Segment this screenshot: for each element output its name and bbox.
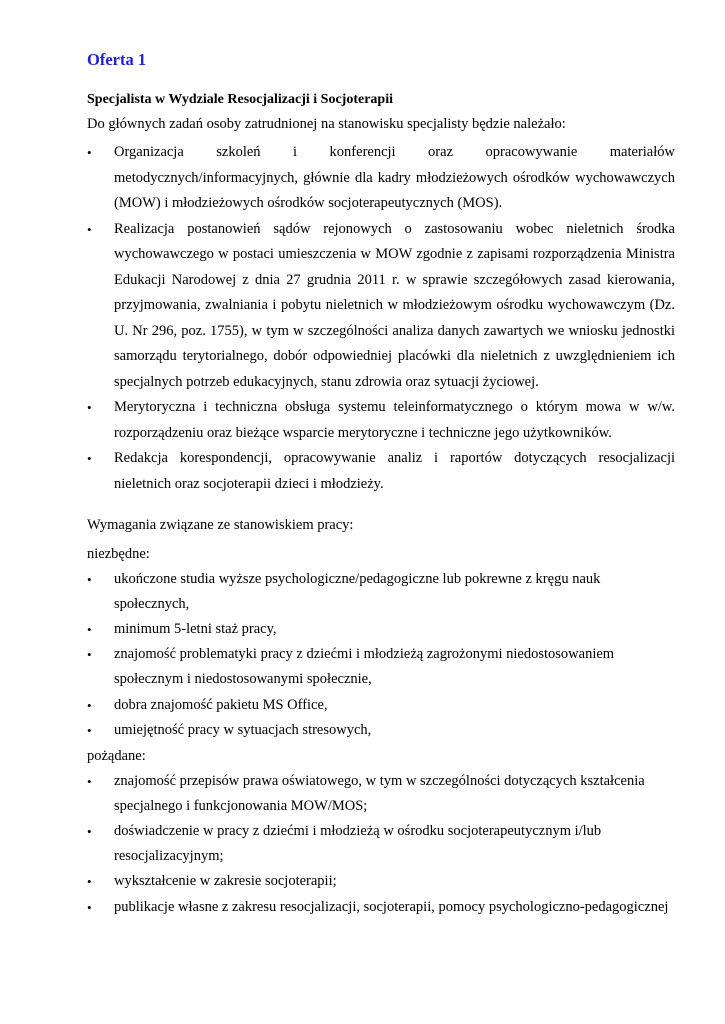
desired-heading: pożądane: xyxy=(87,748,146,764)
required-item xyxy=(87,642,675,692)
required-section xyxy=(87,542,675,743)
desired-item xyxy=(87,769,675,819)
required-text: ukończone studia wyższe psychologiczne/pedagogiczne lub pokrewne z kręgu nauk xyxy=(114,570,601,587)
bullet-icon: • xyxy=(87,647,92,663)
offer-title: Oferta 1 xyxy=(87,50,147,69)
required-text: znajomość problematyki pracy z dziećmi i młodzieżą zagrożonymi niedostosowaniem xyxy=(114,646,615,663)
desired-list xyxy=(87,769,675,920)
position-title: Specjalista w Wydziale Resocjalizacji i Socjoterapii xyxy=(87,92,393,107)
required-text-cont: społecznym i niedostosowanymi społecznie, xyxy=(114,671,372,688)
required-text-cont: społecznych, xyxy=(114,595,190,612)
desired-text: wykształcenie w zakresie socjoterapii; xyxy=(114,873,337,890)
bullet-icon: • xyxy=(87,899,92,915)
bullet-icon: • xyxy=(87,773,92,789)
desired-text: doświadczenie w pracy z dziećmi i młodzieżą w ośrodku socjoterapeutycznym i/lub xyxy=(114,822,602,839)
duty-text: Organizacja szkoleń i konferencji oraz opracowywanie materiałów metodycznych/informacyjnych, głównie dla kadry młodzieżowych ośrodków wychowawczych (MOW) i młodzieżowych ośrodków socjoterapeutycznych (MOS). xyxy=(114,144,675,211)
desired-item xyxy=(87,819,675,869)
bullet-icon: • xyxy=(87,697,92,713)
bullet-icon: • xyxy=(87,621,92,637)
duty-text: Redakcja korespondencji, opracowywanie analiz i raportów dotyczących resocjalizacji nieletnich oraz socjoterapii dzieci i młodzieży. xyxy=(114,450,675,492)
desired-text: znajomość przepisów prawa oświatowego, w tym w szczególności dotyczących kształcenia xyxy=(114,772,645,789)
bullet-icon: • xyxy=(87,221,92,237)
required-item xyxy=(87,617,675,642)
duty-text: Merytoryczna i techniczna obsługa systemu teleinformatycznego o którym mowa w w/w. rozporządzeniu oraz bieżące wsparcie merytoryczne i techniczne jego użytkowników. xyxy=(114,399,675,441)
required-text: dobra znajomość pakietu MS Office, xyxy=(114,696,328,713)
required-item xyxy=(87,567,675,617)
desired-item xyxy=(87,869,675,894)
duty-item xyxy=(87,395,675,446)
desired-text-cont: resocjalizacyjnym; xyxy=(114,848,224,865)
bullet-icon: • xyxy=(87,571,92,587)
bullet-icon: • xyxy=(87,451,92,466)
desired-text: publikacje własne z zakresu resocjalizacji, socjoterapii, pomocy psychologiczno-pedagogicznej xyxy=(114,898,669,915)
bullet-icon: • xyxy=(87,722,92,738)
bullet-icon: • xyxy=(87,400,92,415)
desired-item xyxy=(87,895,675,920)
required-item xyxy=(87,718,675,743)
duties-intro: Do głównych zadań osoby zatrudnionej na stanowisku specjalisty będzie należało: xyxy=(87,116,566,132)
duty-item xyxy=(87,140,675,217)
duties-list xyxy=(87,140,675,497)
required-text: umiejętność pracy w sytuacjach stresowych, xyxy=(114,721,372,738)
required-text: minimum 5-letni staż pracy, xyxy=(114,620,277,637)
required-heading: niezbędne: xyxy=(87,546,150,562)
desired-text-cont: specjalnego i funkcjonowania MOW/MOS; xyxy=(114,797,368,814)
duty-text: Realizacja postanowień sądów rejonowych o zastosowaniu wobec nieletnich środka wychowawczego w postaci umieszczenia w MOW zgodnie z zapisami rozporządzenia Ministra Edukacji Narodowej z dnia 27 grudnia 2011 r. w sprawie szczegółowych zasad kierowania, przyjmowania, zwalniania i pobytu nieletnich w młodzieżowym ośrodku wychowawczym (Dz. U. Nr 296, poz. 1755), w tym w szczególności analiza danych zawartych we wniosku jednostki samorządu terytorialnego, dobór odpowiedniej placówki dla nieletnich z uwzględnieniem ich specjalnych potrzeb edukacyjnych, stanu zdrowia oraz sytuacji życiowej. xyxy=(114,220,675,390)
required-list xyxy=(87,567,675,743)
requirements-heading: Wymagania związane ze stanowiskiem pracy: xyxy=(87,517,354,533)
bullet-icon: • xyxy=(87,823,92,839)
bullet-icon: • xyxy=(87,874,92,890)
required-item xyxy=(87,693,675,718)
duty-item xyxy=(87,446,675,497)
duty-item xyxy=(87,217,675,396)
desired-section xyxy=(87,744,675,920)
bullet-icon: • xyxy=(87,145,92,160)
